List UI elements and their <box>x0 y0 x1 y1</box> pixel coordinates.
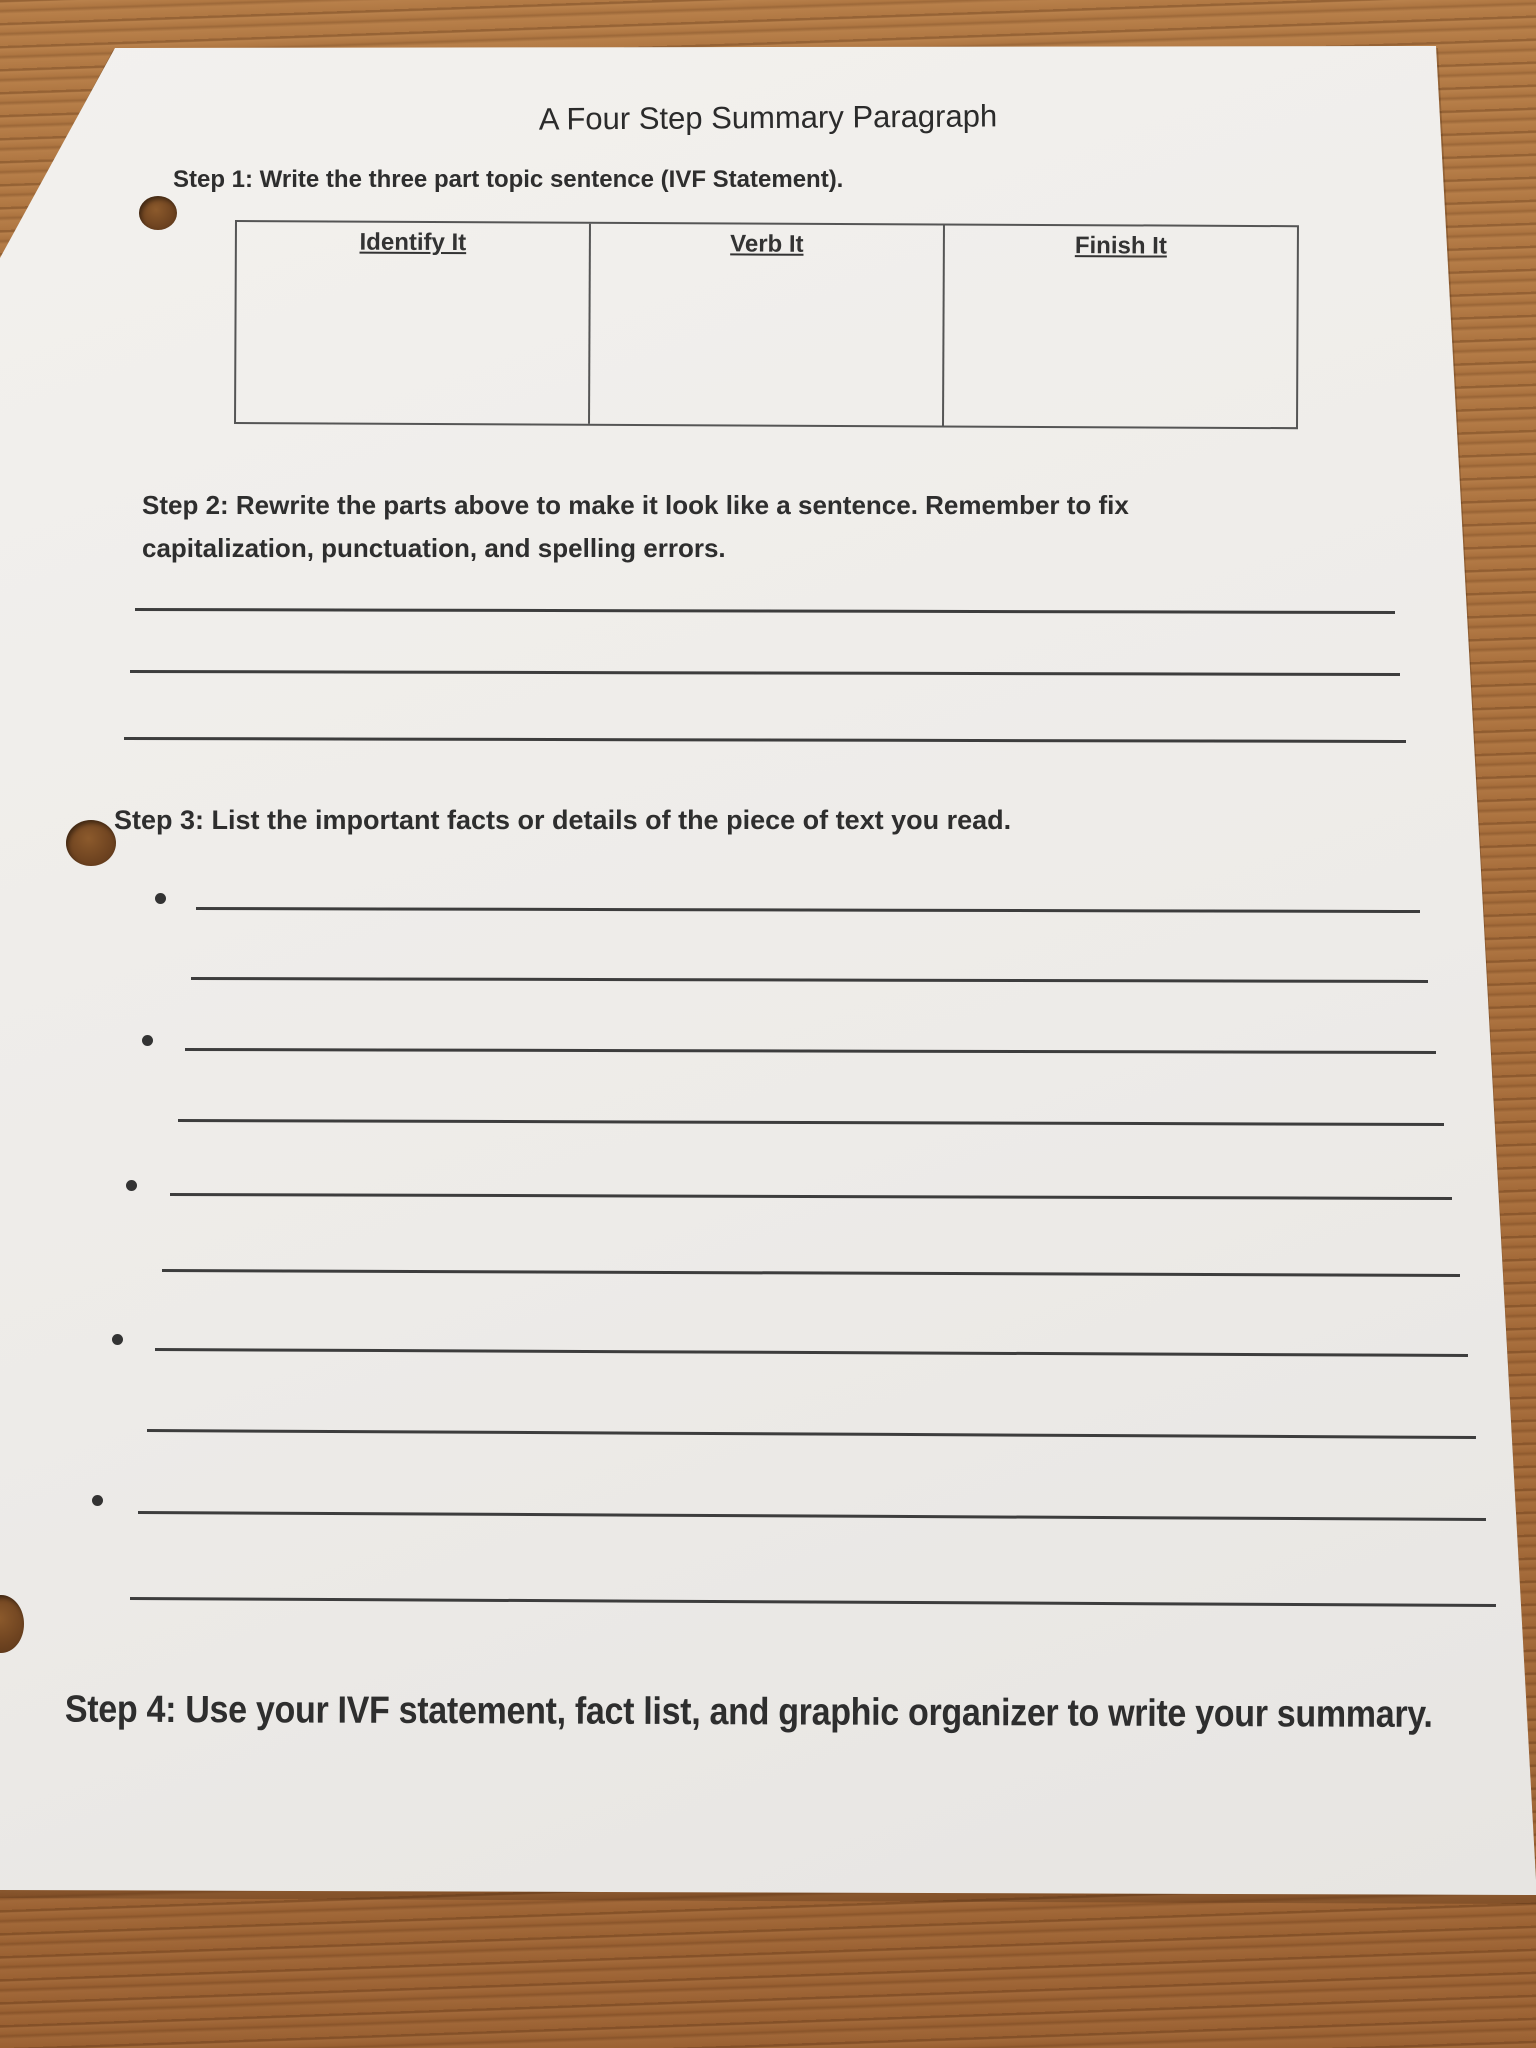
bullet-point <box>92 1495 103 1506</box>
step3-instruction: Step 3: List the important facts or details of the piece of text you read. <box>114 805 1012 835</box>
identify-it-column[interactable] <box>236 222 591 424</box>
finish-it-column[interactable] <box>944 225 1297 427</box>
punch-hole-top <box>139 196 177 230</box>
bullet-point <box>126 1180 137 1191</box>
bullet-point <box>142 1035 153 1046</box>
ivf-table <box>234 220 1299 429</box>
punch-hole-middle <box>66 820 116 866</box>
verb-it-header: Verb It <box>730 230 804 258</box>
finish-it-header: Finish It <box>1074 232 1167 260</box>
step2-instruction: Step 2: Rewrite the parts above to make it look like a sentence. Remember to fix capitalization, punctuation, and spelling errors. <box>142 490 1129 563</box>
bullet-point <box>155 893 166 904</box>
bullet-point <box>112 1334 123 1345</box>
verb-it-column[interactable] <box>590 224 945 426</box>
step4-instruction: Step 4: Use your IVF statement, fact list, and graphic organizer to write your summary. <box>64 1688 1433 1736</box>
step1-instruction: Step 1: Write the three part topic sentence (IVF Statement). <box>173 166 844 193</box>
identify-it-header: Identify It <box>359 228 467 257</box>
worksheet-title: A Four Step Summary Paragraph <box>538 98 998 137</box>
